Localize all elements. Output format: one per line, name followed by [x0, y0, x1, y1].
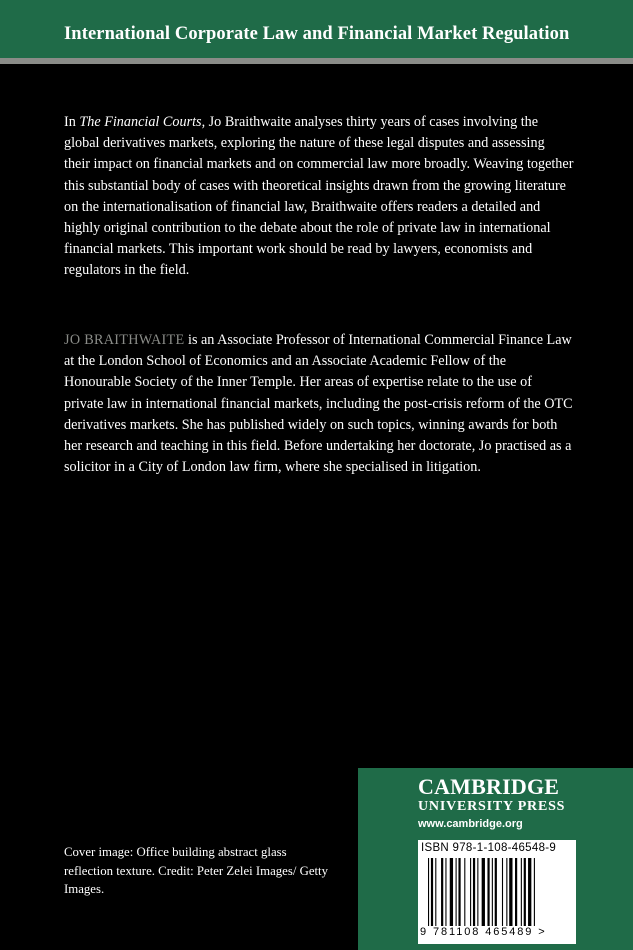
grey-divider-rule — [0, 58, 633, 64]
author-name: JO BRAITHWAITE — [64, 332, 185, 348]
isbn-label: ISBN 978-1-108-46548-9 — [421, 842, 557, 854]
book-title: The Financial Courts — [79, 114, 202, 130]
series-title: International Corporate Law and Financial Market Regulation — [64, 24, 570, 44]
isbn-barcode — [418, 840, 576, 944]
publisher-url: www.cambridge.org — [418, 818, 523, 830]
author-bio — [64, 330, 574, 478]
barcode-bars-icon — [428, 858, 568, 926]
blurb-intro: In — [64, 114, 80, 130]
publisher-logo-name: CAMBRIDGE — [418, 774, 560, 799]
barcode-digits: 9 781108 465489 > — [420, 926, 547, 938]
cover-credit: Cover image: Office building abstract glass reflection texture. Credit: Peter Zelei Images/ Getty Images. — [64, 845, 329, 897]
bio-text: is an Associate Professor of International Commercial Finance Law at the London School of Economics and an Associate Academic Fellow of the Honourable Society of the Inner Temple. Her areas of expertise relate to the use of private law in international financial markets, including the post-crisis reform of the OTC derivatives markets. She has published widely on such topics, winning awards for both her research and teaching in this field. Before undertaking her doctorate, Jo practised as a solicitor in a City of London law firm, where she specialised in litigation. — [64, 332, 573, 476]
publisher-box — [358, 768, 633, 950]
blurb-text: , Jo Braithwaite analyses thirty years of cases involving the global derivatives markets, exploring the nature of these legal disputes and assessing their impact on financial markets and on commercial law more broadly. Weaving together this substantial body of cases with theoretical insights drawn from the growing literature on the internationalisation of financial law, Braithwaite offers readers a detailed and highly original contribution to the debate about the role of private law in international financial markets. This important work should be read by lawyers, economists and regulators in the field. — [64, 114, 574, 279]
book-blurb — [64, 112, 574, 282]
publisher-logo-sub: UNIVERSITY PRESS — [418, 799, 566, 814]
series-title-bar — [0, 0, 633, 58]
